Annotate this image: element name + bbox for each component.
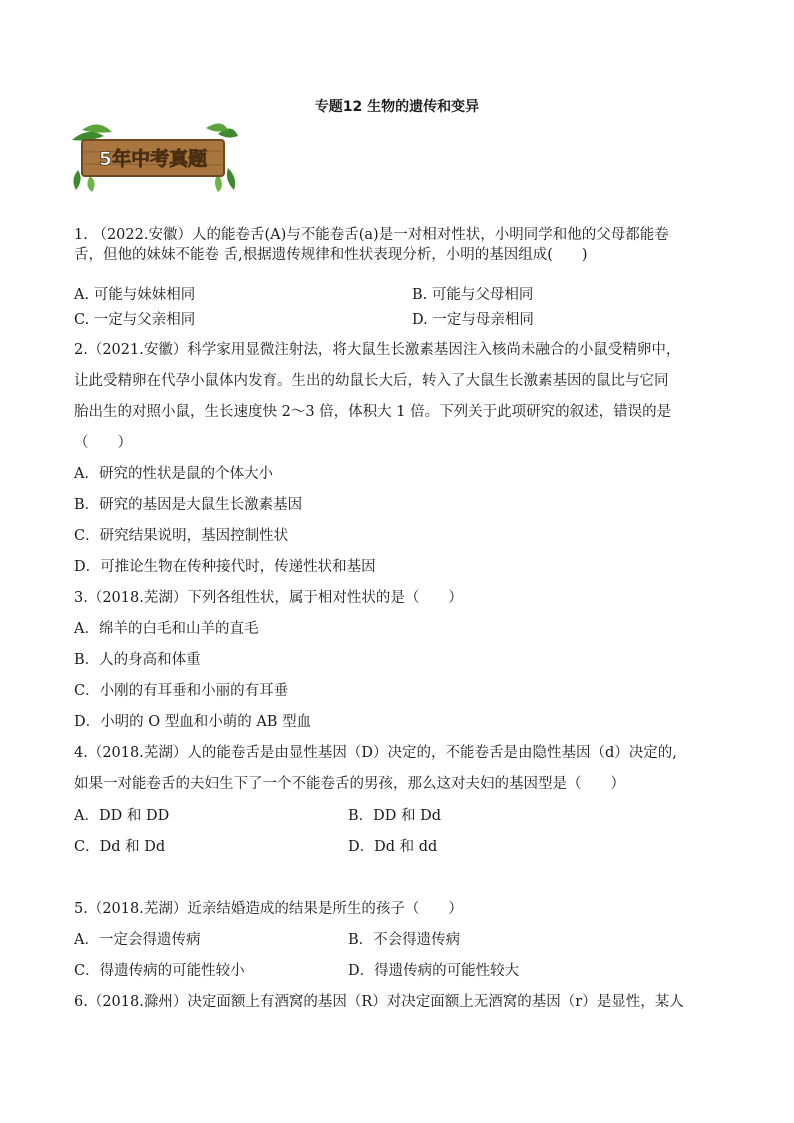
question-5-option-b: B．不会得遗传病 — [348, 932, 461, 948]
question-3-option-d: D．小明的 O 型血和小萌的 AB 型血 — [74, 714, 312, 730]
question-2-option-a: A．研究的性状是鼠的个体大小 — [74, 466, 273, 482]
question-4-option-c: C．Dd 和 Dd — [74, 839, 166, 855]
question-2-option-d: D．可推论生物在传种接代时，传递性状和基因 — [74, 559, 376, 575]
question-5-line-1: 5.（2018.芜湖）近亲结婚造成的结果是所生的孩子（ ） — [74, 901, 463, 917]
question-4-line-1: 4.（2018.芜湖）人的能卷舌是由显性基因（D）决定的，不能卷舌是由隐性基因（d）决定的, — [74, 745, 677, 761]
question-1-option-a: A. 可能与妹妹相同 — [74, 287, 196, 303]
question-4-line-2: 如果一对能卷舌的夫妇生下了一个不能卷舌的男孩，那么这对夫妇的基因型是（ ） — [74, 776, 625, 792]
question-2-line-2: 让此受精卵在代孕小鼠体内发育。生出的幼鼠长大后，转入了大鼠生长激素基因的鼠比与它同 — [74, 373, 669, 389]
question-2-option-b: B．研究的基因是大鼠生长激素基因 — [74, 497, 303, 513]
question-1-option-d: D. 一定与母亲相同 — [412, 312, 534, 328]
question-3-option-a: A．绵羊的白毛和山羊的直毛 — [74, 621, 259, 637]
question-2-line-1: 2.（2021.安徽）科学家用显微注射法，将大鼠生长激素基因注入核尚未融合的小鼠受精卵中， — [74, 342, 681, 358]
question-1-line-2: 舌，但他的妹妹不能卷 舌,根据遗传规律和性状表现分析，小明的基因组成( ) — [74, 247, 588, 263]
question-1-line-1: 1. （2022.安徽）人的能卷舌(A)与不能卷舌(a)是一对相对性状，小明同学和他的父母都能卷 — [74, 227, 669, 243]
question-1-option-c: C. 一定与父亲相同 — [74, 312, 196, 328]
banner-text: 5年中考真题 — [98, 148, 208, 170]
question-3-option-c: C．小刚的有耳垂和小丽的有耳垂 — [74, 683, 289, 699]
question-5-option-a: A．一定会得遗传病 — [74, 932, 201, 948]
question-2-option-c: C．研究结果说明，基因控制性状 — [74, 528, 289, 544]
question-4-option-d: D．Dd 和 dd — [348, 839, 438, 855]
question-2-line-3: 胎出生的对照小鼠，生长速度快 2～3 倍，体积大 1 倍。下列关于此项研究的叙述，错误的是 — [74, 404, 672, 420]
exam-banner — [68, 120, 240, 192]
question-4-option-a: A．DD 和 DD — [74, 808, 170, 824]
question-6-line-1: 6.（2018.滁州）决定面额上有酒窝的基因（R）对决定面额上无酒窝的基因（r）是显性，某人 — [74, 994, 684, 1010]
question-3-option-b: B．人的身高和体重 — [74, 652, 201, 668]
question-4-option-b: B．DD 和 Dd — [348, 808, 442, 824]
question-1-option-b: B. 可能与父母相同 — [412, 287, 534, 303]
question-5-option-d: D．得遗传病的可能性较大 — [348, 963, 520, 979]
question-3-line-1: 3.（2018.芜湖）下列各组性状，属于相对性状的是（ ） — [74, 590, 463, 606]
page-title: 专题12 生物的遗传和变异 — [314, 99, 480, 115]
question-5-option-c: C．得遗传病的可能性较小 — [74, 963, 245, 979]
question-2-line-4: （ ） — [74, 435, 132, 451]
